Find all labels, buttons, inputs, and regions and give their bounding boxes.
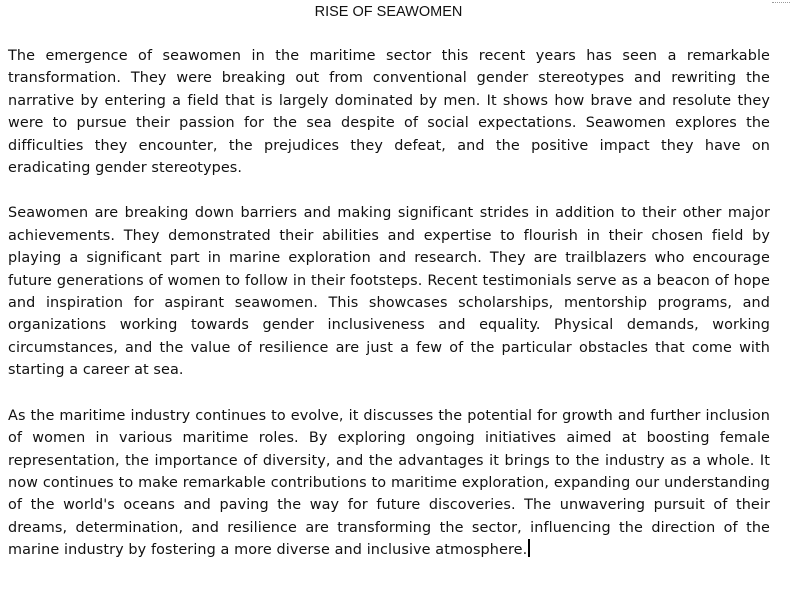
paragraph-1[interactable]: The emergence of seawomen in the maritime sector this recent years has seen a remarkable transformation. They were breaking out from conventional gender stereotypes and rewriting the narrative by entering a field that is largely dominated by men. It shows how brave and resolute they were to pursue their passion for the sea despite of social expectations. Seawomen explores the difficulties they encounter, the prejudices they defeat, and the positive impact they have on eradicating gender stereotypes. <box>8 48 770 177</box>
document-body[interactable] <box>8 45 770 585</box>
paragraph-3[interactable] <box>8 405 770 562</box>
document-title[interactable]: RISE OF SEAWOMEN <box>314 4 463 20</box>
paragraph-2[interactable]: Seawomen are breaking down barriers and making significant strides in addition to their other major achievements. They demonstrated their abilities and expertise to flourish in their chosen field by playing a significant part in marine exploration and research. They are trailblazers who encourage future generations of women to follow in their footsteps. Recent testimonials serve as a beacon of hope and inspiration for aspirant seawomen. This showcases scholarships, mentorship programs, and organizations working towards gender inclusiveness and equality. Physical demands, working circumstances, and the value of resilience are just a few of the particular obstacles that come with starting a career at sea. <box>8 205 770 379</box>
text-cursor <box>528 539 530 557</box>
paragraph-3-text[interactable]: As the maritime industry continues to evolve, it discusses the potential for growth and further inclusion of women in various maritime roles. By exploring ongoing initiatives aimed at boosting female representation, the importance of diversity, and the advantages it brings to the industry as a whole. It now continues to make remarkable contributions to maritime exploration, expanding our understanding of the world's oceans and paving the way for future discoveries. The unwavering pursuit of their dreams, determination, and resilience are transforming the sector, influencing the direction of the marine industry by fostering a more diverse and inclusive atmosphere. <box>8 407 770 559</box>
